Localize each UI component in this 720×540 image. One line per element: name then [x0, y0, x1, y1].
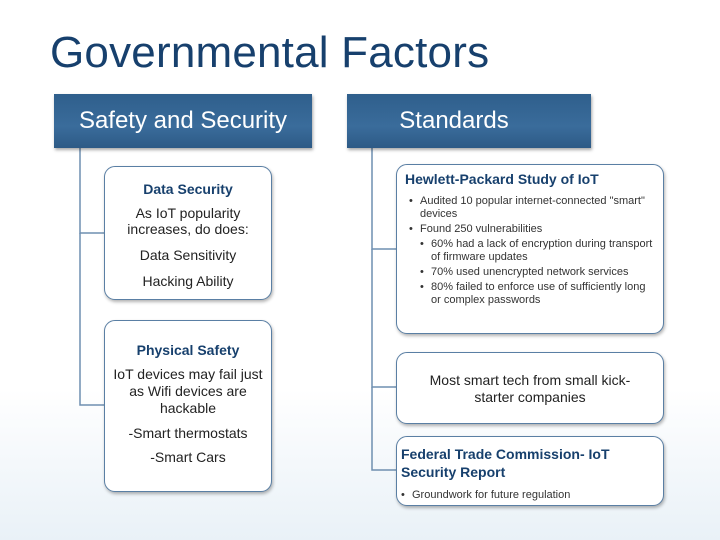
connector-physical-safety [80, 233, 104, 405]
physical-safety-line: -Smart Cars [150, 449, 226, 465]
connector-hp-study [372, 148, 396, 249]
data-security-title: Data Security [143, 181, 233, 197]
physical-safety-line: IoT devices may fail just as Wifi devices are hackable [113, 366, 263, 416]
ftc-list [397, 489, 663, 501]
ftc-card [396, 436, 664, 506]
list-item: • 70% used unencrypted network services [420, 266, 657, 279]
connector-ftc [372, 387, 396, 470]
physical-safety-line: -Smart thermostats [128, 425, 248, 441]
data-security-line: As IoT popularity increases, do does: [127, 205, 249, 237]
list-item: • 60% had a lack of encryption during transport of firmware updates [420, 238, 657, 264]
slide-title: Governmental Factors [50, 28, 490, 77]
connector-smart-tech [372, 249, 396, 387]
hp-study-card [396, 164, 664, 334]
connector-data-security [80, 148, 104, 233]
hp-study-title: Hewlett-Packard Study of IoT [405, 171, 599, 187]
smart-tech-card [396, 352, 664, 424]
data-security-card [104, 166, 272, 300]
ftc-title: Federal Trade Commission- IoT Security Report [401, 446, 610, 480]
physical-safety-title: Physical Safety [136, 342, 240, 358]
list-item: • Groundwork for future regulation [401, 489, 663, 501]
data-security-line: Hacking Ability [142, 273, 234, 289]
hp-study-list [397, 195, 663, 307]
safety-security-header [54, 94, 312, 148]
physical-safety-card [104, 320, 272, 492]
list-item: • Found 250 vulnerabilities [409, 223, 657, 236]
list-item: • 80% failed to enforce use of sufficiently long or complex passwords [420, 281, 657, 307]
standards-header-label: Standards [399, 107, 509, 134]
standards-header [347, 94, 591, 148]
list-item: • Audited 10 popular internet-connected "smart" devices [409, 195, 657, 221]
data-security-line: Data Sensitivity [139, 247, 237, 263]
safety-security-header-label: Safety and Security [78, 107, 288, 134]
smart-tech-text: Most smart tech from small kick-starter companies [429, 372, 631, 405]
